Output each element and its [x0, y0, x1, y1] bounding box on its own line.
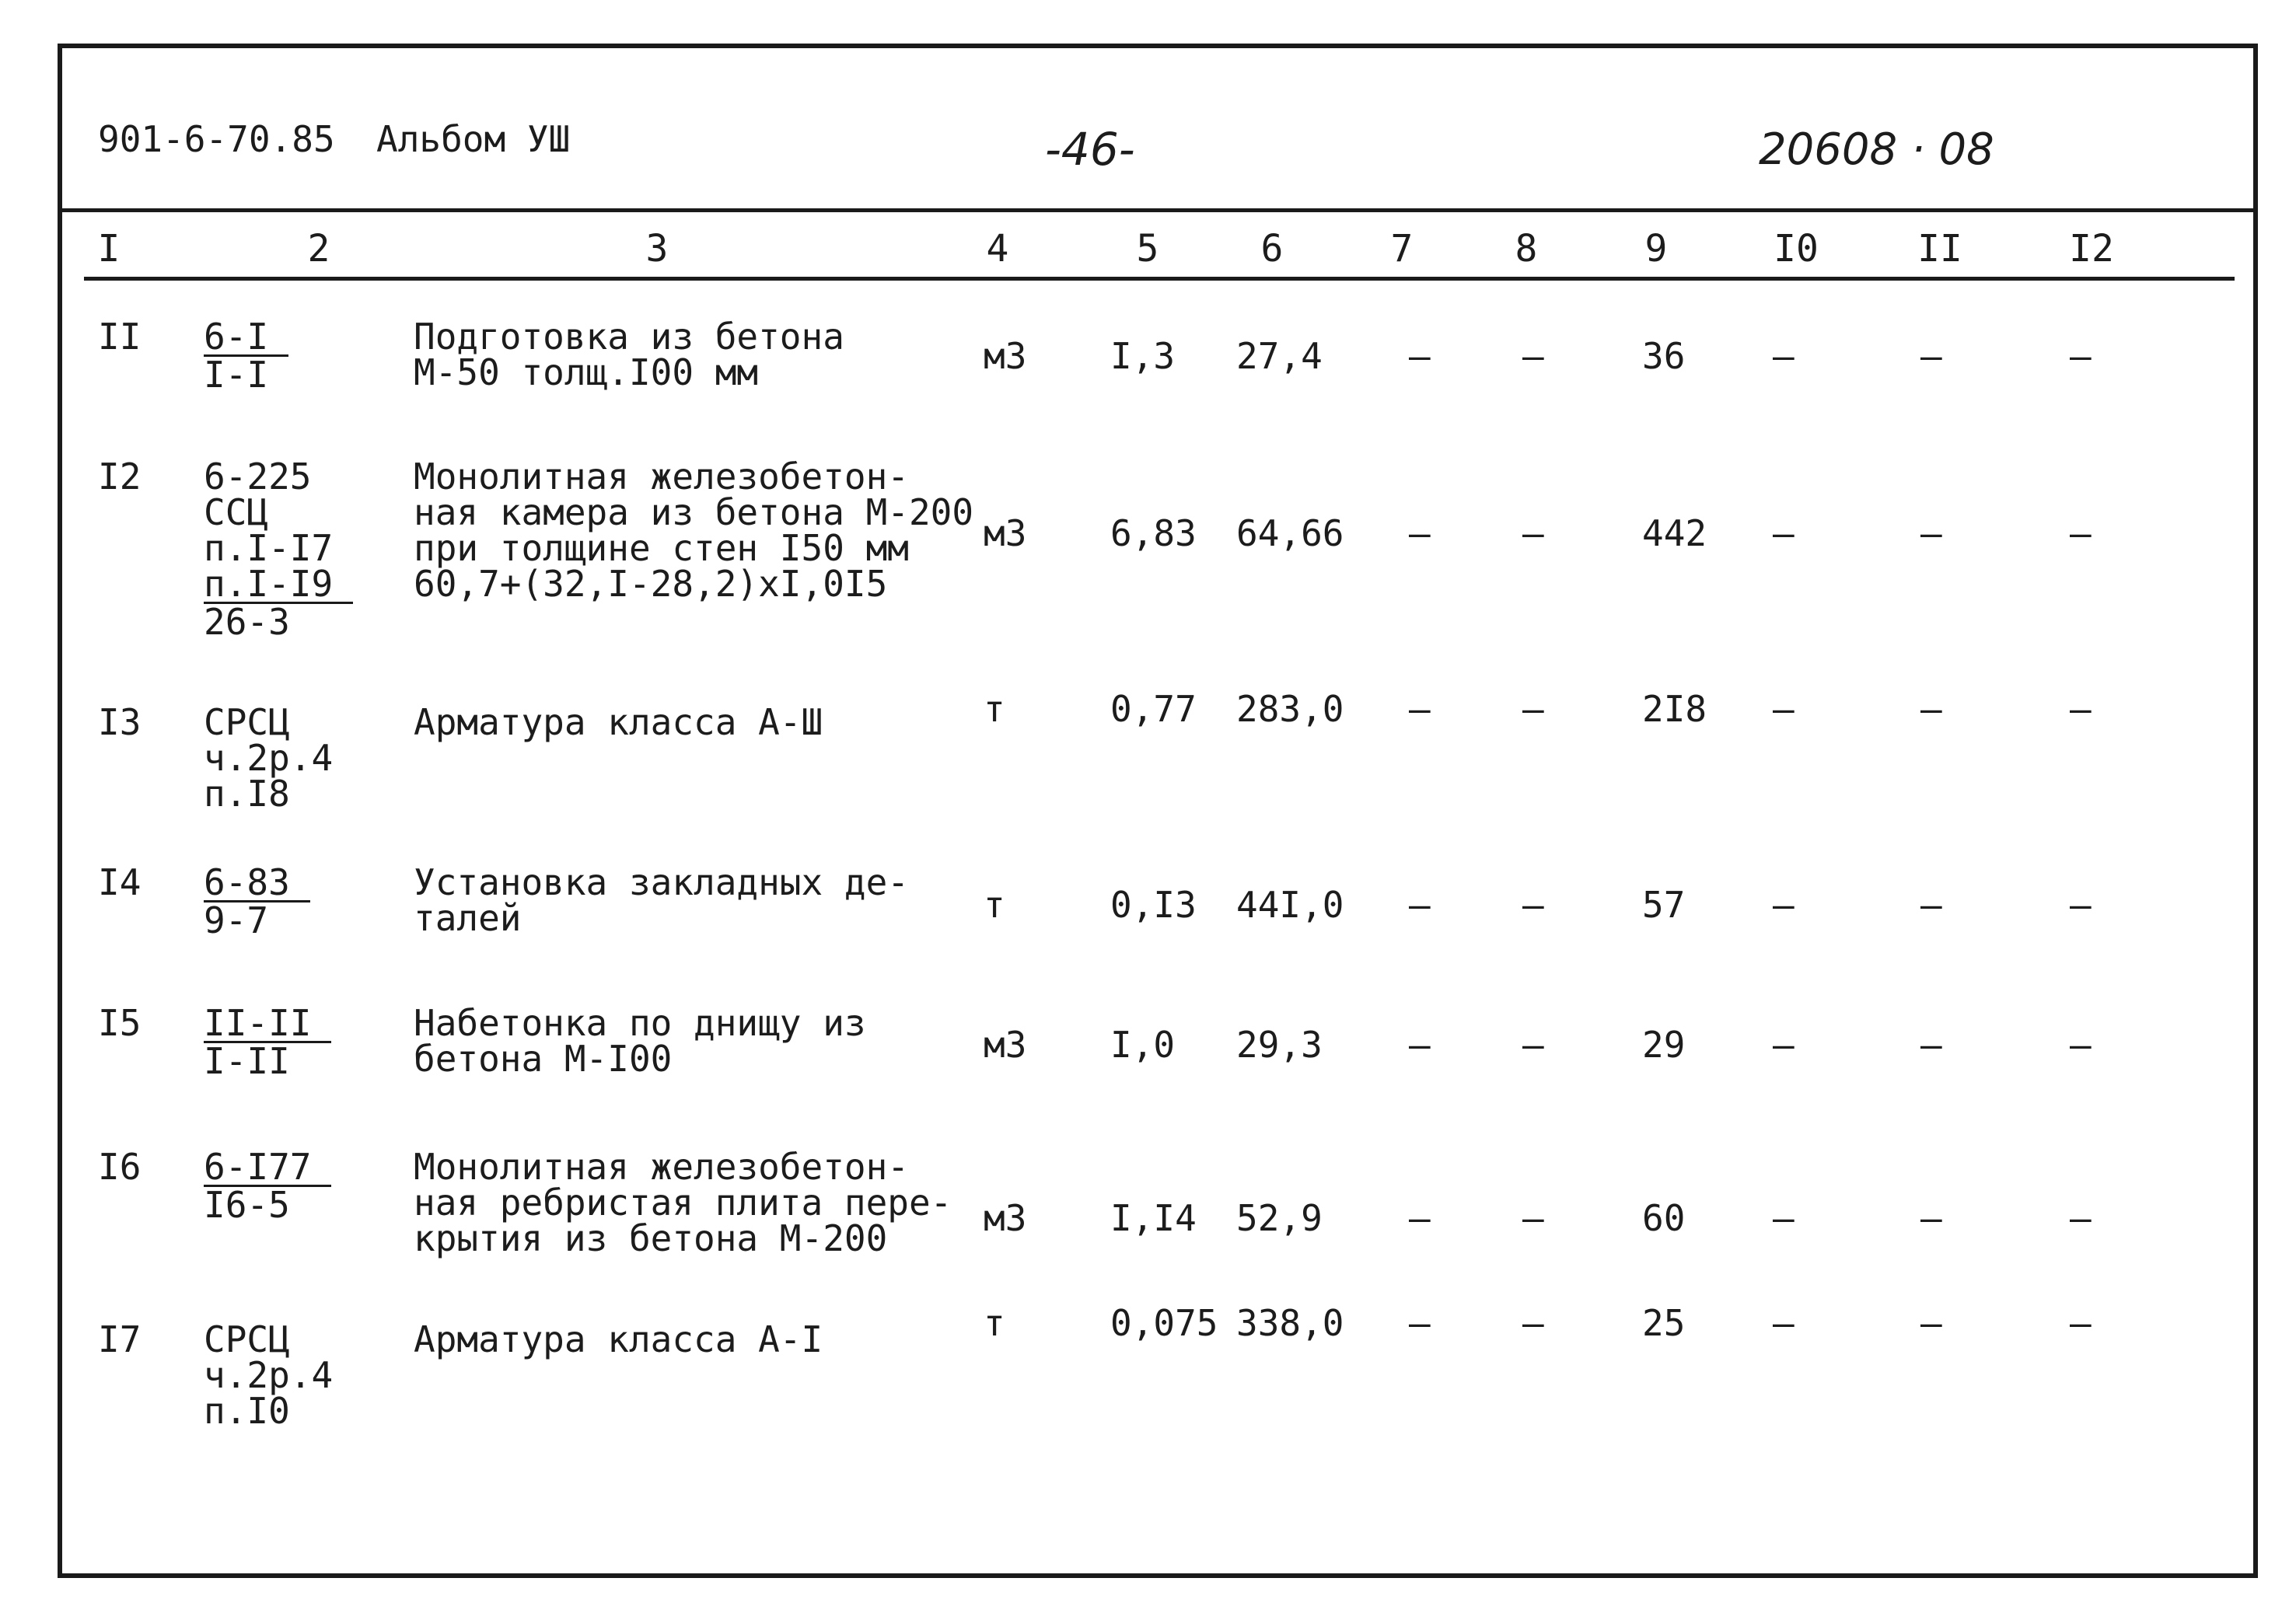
norm-reference-line: 6-I: [204, 319, 288, 357]
norm-reference: [204, 456, 353, 643]
doc-code: 901-6-70.85: [98, 118, 335, 160]
value-unit: м3: [984, 1197, 1027, 1239]
value-c12: –: [2070, 512, 2092, 554]
work-description-line: Арматура класса А-I: [414, 1318, 823, 1360]
value-c7: –: [1409, 688, 1431, 730]
norm-reference-line: п.I-I9: [204, 566, 353, 604]
norm-reference-line: I-I: [204, 354, 269, 396]
value-price: 29,3: [1236, 1024, 1323, 1066]
value-unit: м3: [984, 335, 1027, 377]
value-c10: –: [1773, 512, 1795, 554]
norm-reference-line: п.I8: [204, 773, 290, 815]
value-unit: м3: [984, 1024, 1027, 1066]
value-price: 44I,0: [1236, 884, 1344, 926]
norm-reference-line: ССЦ: [204, 491, 269, 533]
norm-reference-line: ч.2р.4: [204, 1354, 334, 1396]
work-description: [414, 701, 823, 743]
norm-reference: [204, 701, 334, 815]
column-number: 9: [1644, 227, 1668, 271]
norm-reference: [204, 861, 310, 941]
column-number: 5: [1136, 227, 1159, 271]
value-c12: –: [2070, 884, 2092, 926]
row-number: I7: [98, 1318, 142, 1360]
value-c11: –: [1920, 884, 1942, 926]
value-qty: I,I4: [1110, 1197, 1197, 1239]
value-c12: –: [2070, 335, 2092, 377]
norm-reference: [204, 316, 288, 396]
header-divider: [58, 208, 2258, 212]
value-c7: –: [1409, 512, 1431, 554]
norm-reference-line: I6-5: [204, 1184, 290, 1226]
norm-reference-line: п.I0: [204, 1390, 290, 1432]
value-c9: 442: [1642, 512, 1707, 554]
value-c10: –: [1773, 1302, 1795, 1344]
column-number: I2: [2069, 227, 2114, 271]
value-price: 52,9: [1236, 1197, 1323, 1239]
row-number: I4: [98, 861, 142, 903]
norm-reference: [204, 1002, 331, 1082]
column-number: 3: [645, 227, 669, 271]
norm-reference-line: СРСЦ: [204, 701, 290, 743]
work-description-line: 60,7+(32,I-28,2)хI,0I5: [414, 563, 888, 605]
value-c9: 57: [1642, 884, 1686, 926]
value-c9: 60: [1642, 1197, 1686, 1239]
value-qty: 6,83: [1110, 512, 1197, 554]
column-number: I0: [1774, 227, 1819, 271]
value-c9: 25: [1642, 1302, 1686, 1344]
value-c9: 36: [1642, 335, 1686, 377]
page-frame: [58, 44, 2258, 1578]
value-qty: I,3: [1110, 335, 1176, 377]
value-price: 338,0: [1236, 1302, 1344, 1344]
column-number: 7: [1390, 227, 1414, 271]
value-c12: –: [2070, 688, 2092, 730]
norm-reference: [204, 1318, 334, 1432]
value-c10: –: [1773, 335, 1795, 377]
value-c8: –: [1522, 335, 1544, 377]
value-c8: –: [1522, 1197, 1544, 1239]
value-price: 27,4: [1236, 335, 1323, 377]
value-unit: т: [984, 688, 1005, 730]
norm-reference-line: СРСЦ: [204, 1318, 290, 1360]
column-number: 4: [986, 227, 1009, 271]
value-c10: –: [1773, 884, 1795, 926]
value-c9: 2I8: [1642, 688, 1707, 730]
column-header-divider: [84, 277, 2235, 281]
value-c11: –: [1920, 335, 1942, 377]
work-description-line: Подготовка из бетона: [414, 316, 844, 358]
value-c11: –: [1920, 512, 1942, 554]
row-number: I2: [98, 456, 142, 498]
reference-code: 20608 · 08: [1759, 124, 1994, 175]
value-c12: –: [2070, 1302, 2092, 1344]
work-description-line: Набетонка по днищу из: [414, 1002, 866, 1044]
work-description-line: Монолитная железобетон-: [414, 1146, 909, 1188]
value-unit: м3: [984, 512, 1027, 554]
norm-reference-line: 9-7: [204, 899, 269, 941]
value-c11: –: [1920, 1197, 1942, 1239]
value-c12: –: [2070, 1197, 2092, 1239]
work-description-line: ная ребристая плита пере-: [414, 1182, 952, 1224]
row-number: I6: [98, 1146, 142, 1188]
column-number: II: [1917, 227, 1962, 271]
work-description-line: крытия из бетона М-200: [414, 1217, 888, 1259]
value-c8: –: [1522, 688, 1544, 730]
norm-reference: [204, 1146, 331, 1226]
work-description-line: талей: [414, 897, 522, 939]
value-c7: –: [1409, 335, 1431, 377]
value-c11: –: [1920, 1302, 1942, 1344]
norm-reference-line: 6-I77: [204, 1149, 331, 1187]
value-c8: –: [1522, 1024, 1544, 1066]
value-c11: –: [1920, 688, 1942, 730]
work-description-line: М-50 толщ.I00 мм: [414, 351, 759, 393]
value-qty: 0,I3: [1110, 884, 1197, 926]
value-unit: т: [984, 884, 1005, 926]
value-c10: –: [1773, 688, 1795, 730]
norm-reference-line: 26-3: [204, 601, 290, 643]
column-number: 6: [1260, 227, 1284, 271]
row-number: II: [98, 316, 142, 358]
value-qty: 0,77: [1110, 688, 1197, 730]
value-c9: 29: [1642, 1024, 1686, 1066]
value-c7: –: [1409, 1302, 1431, 1344]
value-c12: –: [2070, 1024, 2092, 1066]
work-description: [414, 1318, 823, 1360]
value-c10: –: [1773, 1024, 1795, 1066]
album-label: Альбом УШ: [376, 118, 571, 160]
value-c7: –: [1409, 1197, 1431, 1239]
work-description: [414, 456, 974, 605]
work-description-line: Монолитная железобетон-: [414, 456, 909, 498]
norm-reference-line: 6-225: [204, 456, 312, 498]
row-number: I3: [98, 701, 142, 743]
column-number: I: [97, 227, 121, 271]
value-qty: I,0: [1110, 1024, 1176, 1066]
value-c8: –: [1522, 1302, 1544, 1344]
value-c8: –: [1522, 884, 1544, 926]
norm-reference-line: I-II: [204, 1040, 290, 1082]
work-description: [414, 316, 844, 393]
value-unit: т: [984, 1302, 1005, 1344]
value-c7: –: [1409, 884, 1431, 926]
row-number: I5: [98, 1002, 142, 1044]
work-description-line: Арматура класса А-Ш: [414, 701, 823, 743]
page-number: -46-: [1045, 123, 1135, 176]
work-description: [414, 861, 909, 939]
value-c7: –: [1409, 1024, 1431, 1066]
value-c11: –: [1920, 1024, 1942, 1066]
value-price: 64,66: [1236, 512, 1344, 554]
column-number: 8: [1515, 227, 1538, 271]
value-qty: 0,075: [1110, 1302, 1218, 1344]
work-description-line: при толщине стен I50 мм: [414, 527, 909, 569]
work-description: [414, 1146, 952, 1259]
work-description-line: бетона М-I00: [414, 1038, 673, 1080]
work-description: [414, 1002, 866, 1080]
value-c8: –: [1522, 512, 1544, 554]
norm-reference-line: п.I-I7: [204, 527, 334, 569]
work-description-line: Установка закладных де-: [414, 861, 909, 903]
norm-reference-line: ч.2р.4: [204, 737, 334, 779]
norm-reference-line: II-II: [204, 1005, 331, 1043]
value-c10: –: [1773, 1197, 1795, 1239]
column-number: 2: [307, 227, 330, 271]
value-price: 283,0: [1236, 688, 1344, 730]
work-description-line: ная камера из бетона М-200: [414, 491, 974, 533]
norm-reference-line: 6-83: [204, 864, 310, 903]
